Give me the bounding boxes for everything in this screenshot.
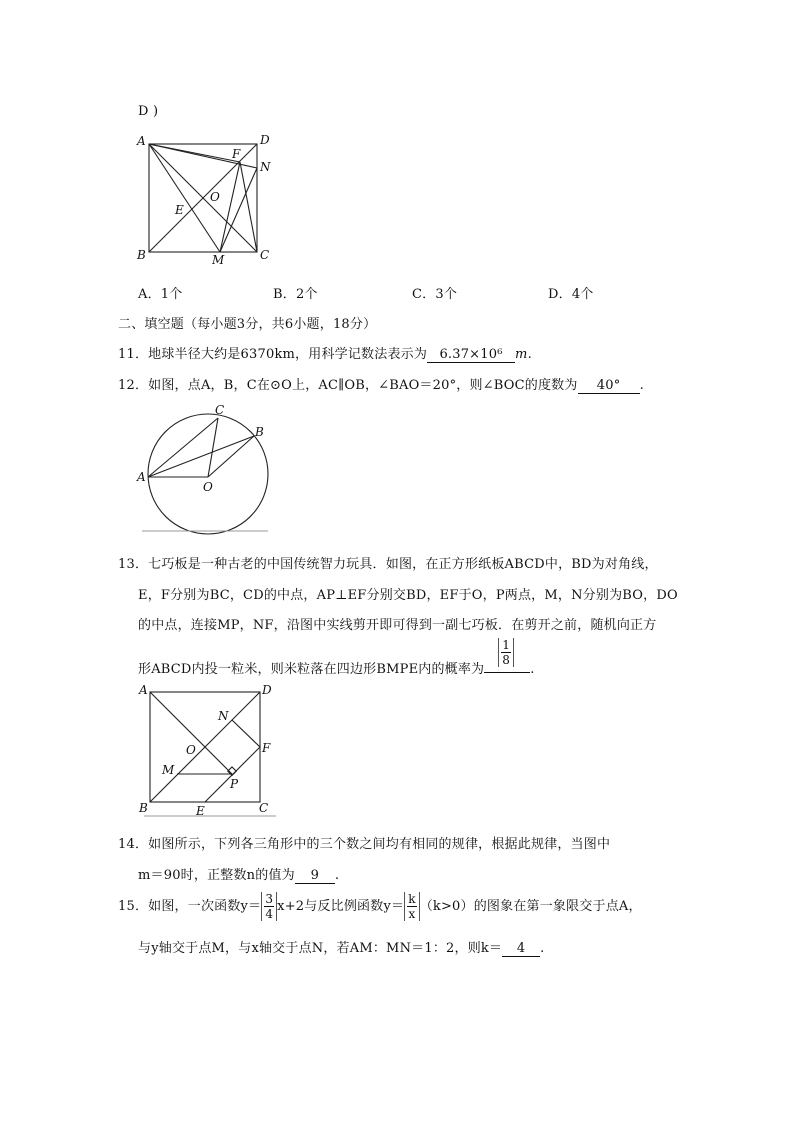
q11-answer: 6.37×10⁶ <box>427 347 515 363</box>
q15-line1 <box>118 892 642 922</box>
q12-end: . <box>639 378 644 393</box>
label-c: C <box>260 248 270 262</box>
q15-text-post: （k>0）的图象在第一象限交于点A， <box>419 899 642 914</box>
segment-oc <box>208 418 218 477</box>
label-b: B <box>255 425 264 439</box>
label-o: O <box>210 190 220 204</box>
q14-text-1: 如图所示，下列各三角形中的三个数之间均有相同的规律，根据此规律，当图中 <box>148 837 611 852</box>
q11-text: 地球半径大约是6370km，用科学记数法表示为 <box>148 347 428 362</box>
q15-number: 15． <box>118 899 149 914</box>
label-b: B <box>139 801 148 815</box>
q15-text-pre: 如图，一次函数y＝ <box>148 899 262 914</box>
q12-answer: 40° <box>578 378 640 394</box>
label-d: D <box>260 133 270 147</box>
q10-option-c: C．3个 <box>412 287 458 302</box>
label-o: O <box>186 743 196 757</box>
label-a: A <box>137 470 146 484</box>
segment-mn <box>220 168 257 252</box>
label-d: D <box>262 683 272 697</box>
label-m: M <box>212 253 225 267</box>
q13-number: 13． <box>118 557 149 572</box>
q13-text-4: 形ABCD内投一粒米，则米粒落在四边形BMPE内的概率为 <box>138 662 485 677</box>
q13-end: . <box>530 662 535 677</box>
q15-text-mid: x+2与反比例函数y＝ <box>277 899 405 914</box>
label-b: B <box>137 248 146 262</box>
segment-nf <box>232 720 260 747</box>
label-f: F <box>232 147 241 161</box>
q11-number: 11． <box>118 347 149 362</box>
label-n: N <box>260 160 271 174</box>
figure-tangram-3 <box>134 682 284 822</box>
q14-end: . <box>334 868 340 883</box>
q13-line1 <box>118 553 658 572</box>
label-o: O <box>203 480 213 494</box>
q13-line2: E，F分别为BC，CD的中点，AP⊥EF分别交BD，EF于O，P两点，M，N分别为BO，DO <box>138 588 678 603</box>
segment-fc <box>240 162 257 252</box>
label-c: C <box>259 801 269 815</box>
q15-end: . <box>540 941 545 956</box>
q15-fraction-3-4 <box>261 892 277 921</box>
q15-f1-denominator: 4 <box>265 907 274 921</box>
q15-f2-denominator: x <box>408 907 416 921</box>
q10-option-d: D．4个 <box>548 287 594 302</box>
segment-mf <box>220 162 240 252</box>
section2-title: 二、填空题（每小题3分，共6小题，18分） <box>118 317 377 332</box>
q14-text-2: m＝90时，正整数n的值为 <box>138 868 295 883</box>
q15-f1-numerator: 3 <box>265 892 274 906</box>
q10-option-b: B．2个 <box>273 287 318 302</box>
label-f: F <box>262 741 271 755</box>
question-11 <box>118 343 532 363</box>
label-c: C <box>215 403 225 417</box>
label-e: E <box>175 203 184 217</box>
q12-text: 如图，点A，B，C在⊙O上，AC∥OB，∠BAO＝20°，则∠BOC的度数为 <box>148 378 578 393</box>
segment-ob <box>208 436 254 477</box>
q15-line2 <box>138 937 545 957</box>
label-n: N <box>218 709 229 723</box>
q14-line1 <box>118 833 610 852</box>
q15-f2-numerator: k <box>408 892 416 906</box>
q10-option-a: A．1个 <box>138 287 183 302</box>
q14-answer: 9 <box>295 868 335 884</box>
figure-square-abcd-1 <box>130 128 280 268</box>
q11-unit: m. <box>515 347 532 362</box>
q13-answer-fraction <box>498 638 514 667</box>
label-e: E <box>196 804 205 818</box>
q13-answer-blank <box>484 638 530 673</box>
q14-line2 <box>138 864 339 884</box>
segment-ab <box>148 436 254 477</box>
q12-number: 12． <box>118 378 149 393</box>
question-12 <box>118 374 644 394</box>
label-a: A <box>137 134 146 148</box>
label-p: P <box>230 777 239 791</box>
q15-fraction-k-x <box>404 892 419 921</box>
q13-answer-numerator: 1 <box>502 638 511 652</box>
q15-answer: 4 <box>502 941 540 957</box>
label-m: M <box>162 763 175 777</box>
segment-ac <box>148 418 218 477</box>
q10-tail: D ) <box>138 104 159 119</box>
q13-answer-denominator: 8 <box>502 653 511 667</box>
figure-circle-2 <box>134 400 284 538</box>
q15-text-2: 与y轴交于点M，与x轴交于点N，若AM：MN＝1：2，则k＝ <box>138 941 503 956</box>
q13-line3: 的中点，连接MP，NF，沿图中实线剪开即可得到一副七巧板．在剪开之前，随机向正方 <box>138 618 657 633</box>
label-a: A <box>139 683 148 697</box>
q13-text-1: 七巧板是一种古老的中国传统智力玩具．如图，在正方形纸板ABCD中，BD为对角线， <box>148 557 658 572</box>
q14-number: 14． <box>118 837 149 852</box>
q13-line4 <box>138 638 535 677</box>
